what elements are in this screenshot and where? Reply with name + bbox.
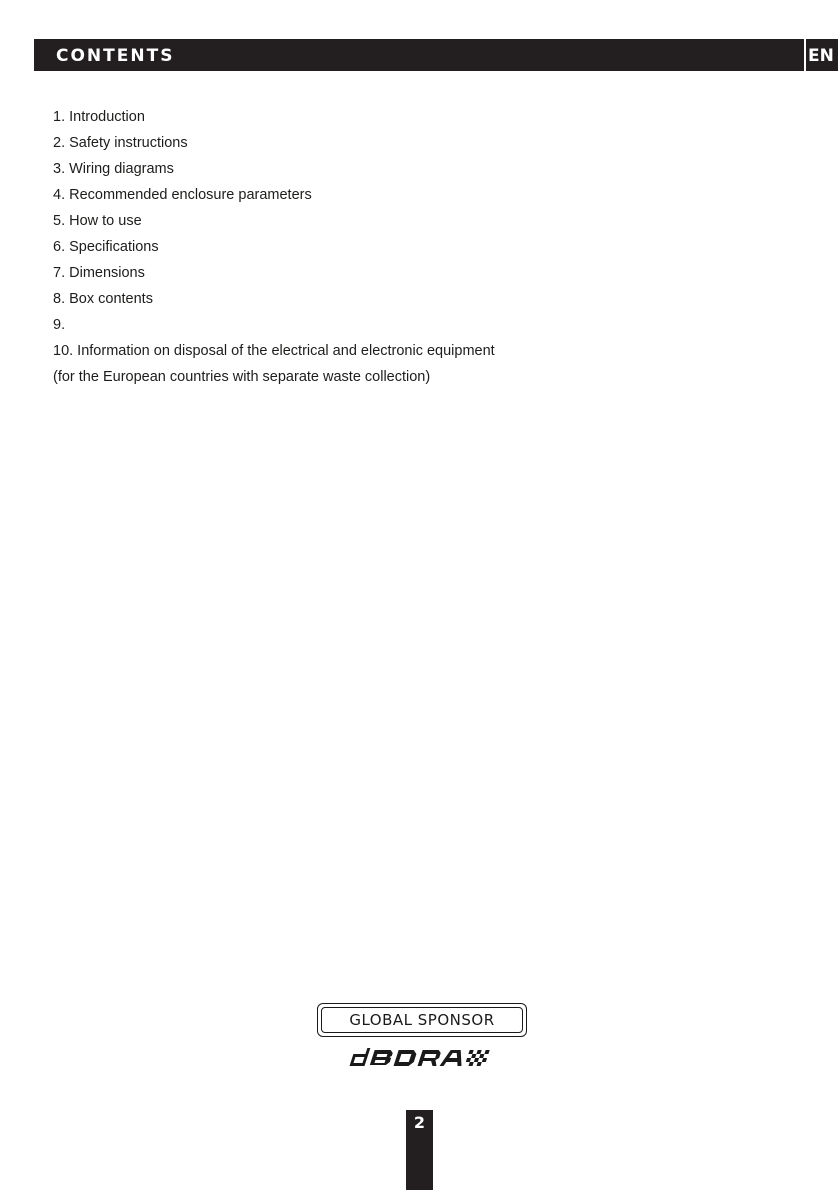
section-header-bar	[34, 39, 804, 71]
global-sponsor-badge	[317, 1003, 527, 1037]
toc-item: 10. Information on disposal of the electrical and electronic equipment	[53, 343, 495, 359]
toc-item: 9.	[53, 317, 66, 333]
toc-item-continuation: (for the European countries with separate waste collection)	[53, 369, 431, 385]
dbdra-logo	[348, 1046, 496, 1068]
page-number: 2	[413, 1113, 426, 1132]
global-sponsor-label: GLOBAL SPONSOR	[321, 1007, 523, 1033]
page-number-tab	[406, 1110, 433, 1190]
toc-item: 3. Wiring diagrams	[53, 161, 174, 177]
table-of-contents	[53, 104, 495, 390]
toc-item: 7. Dimensions	[53, 265, 145, 281]
toc-item: 1. Introduction	[53, 109, 145, 125]
toc-item: 4. Recommended enclosure parameters	[53, 187, 312, 203]
toc-item: 2. Safety instructions	[53, 135, 188, 151]
dbdra-logo-graphic	[348, 1046, 496, 1068]
toc-item: 5. How to use	[53, 213, 142, 229]
section-title: CONTENTS	[56, 46, 175, 66]
toc-item: 8. Box contents	[53, 291, 153, 307]
toc-item: 6. Specifications	[53, 239, 159, 255]
language-tab: EN	[806, 39, 838, 71]
